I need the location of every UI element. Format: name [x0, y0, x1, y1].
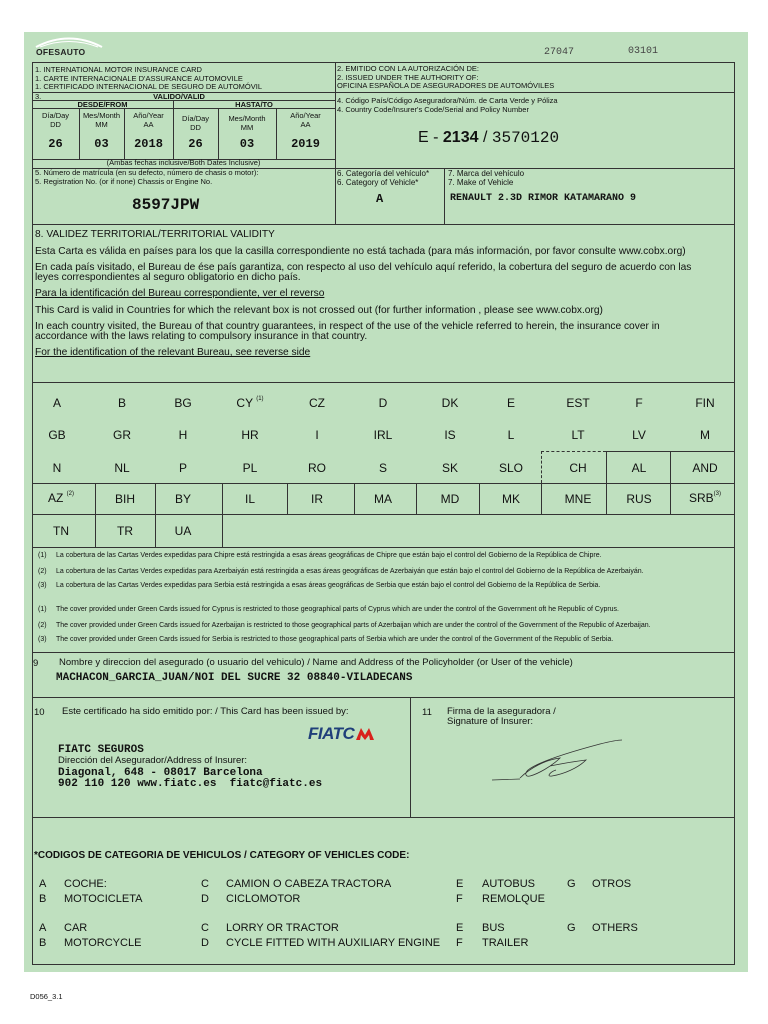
section2-line2: 2. ISSUED UNDER THE AUTHORITY OF: [337, 72, 479, 82]
country-FIN: FIN [695, 396, 715, 410]
country-B: B [117, 396, 126, 410]
section8-p5b: accordance with the laws relating to compulsory insurance in that country. [35, 331, 368, 342]
note-es-3: (3) La cobertura de las Cartas Verdes expedidas para Serbia está restringida a esas áreas geográficas de Serbia que están bajo el control del Gobierno de la República de Serbia. [38, 582, 601, 589]
cat-en-D-label: CYCLE FITTED WITH AUXILIARY ENGINE [226, 937, 441, 949]
section9-number: 9 [33, 658, 39, 669]
country-BG: BG [174, 396, 192, 410]
country-BIH: BIH [114, 492, 135, 506]
green-card [24, 32, 748, 972]
section11-label1: Firma de la aseguradora / [447, 706, 556, 717]
country-I: I [315, 428, 319, 442]
country-P: P [178, 461, 187, 475]
country-MD: MD [440, 492, 460, 506]
doc-number-2: 03101 [628, 46, 659, 57]
to-day-label: Día/Day DD [181, 114, 210, 132]
note-es-1: (1) La cobertura de las Cartas Verdes expedidas para Chipre está restringida a esas áreas geográficas de Chipre que están bajo el control del Gobierno de la República de Chipre. [38, 552, 602, 559]
logo-text: OFESAUTO [36, 47, 86, 57]
note-es-2: (2) La cobertura de las Cartas Verdes expedidas para Azerbaiyán está restringida a esas áreas geográficas de Azerbaiyán que están bajo el control del Gobierno de la República de Azerbaiyán. [38, 568, 644, 575]
section7-line2: 7. Make of Vehicle [448, 178, 514, 187]
cat-es-G-code: G [567, 878, 576, 890]
insurer-name: FIATC SEGUROS [58, 744, 144, 756]
country-prefix: E - [418, 129, 439, 146]
note-en-1: (1) The cover provided under Green Cards issued for Cyprus is restricted to those geographical parts of Cyprus which are under the control of the Government oft he Republic of Cyprus. [38, 606, 620, 613]
country-IL: IL [244, 492, 255, 506]
fiatc-logo [308, 724, 376, 744]
from-label: DESDE/FROM [77, 100, 128, 109]
ofesauto-logo [34, 34, 104, 58]
section11-label [447, 707, 556, 726]
cat-en-D-code: D [201, 937, 209, 949]
cat-en-C-code: C [201, 922, 209, 934]
cat-en-E-code: E [456, 922, 464, 934]
country-S: S [378, 461, 387, 475]
country-MNE: MNE [564, 492, 592, 506]
section8 [35, 229, 731, 358]
to-day: 26 [188, 137, 203, 151]
country-AND: AND [692, 461, 718, 475]
from-year: 2018 [134, 137, 163, 151]
country-MK: MK [502, 492, 520, 506]
cat-es-F-label: REMOLQUE [482, 893, 545, 905]
section1-line1: 1. INTERNATIONAL MOTOR INSURANCE CARD [35, 65, 202, 74]
country-TN: TN [53, 524, 69, 538]
country-GB: GB [48, 428, 66, 442]
section11-number: 11 [422, 707, 432, 718]
from-year-label: Año/Year AA [133, 111, 164, 129]
cat-es-C-code: C [201, 878, 209, 890]
cat-es-A-label: COCHE: [64, 878, 107, 890]
section8-p3: Para la identificación del Bureau correspondiente, ver el reverso [35, 288, 325, 299]
cat-es-G-label: OTROS [592, 878, 632, 890]
categories-title: *CODIGOS DE CATEGORIA DE VEHICULOS / CATEGORY OF VEHICLES CODE: [34, 850, 410, 861]
country-HR: HR [241, 428, 259, 442]
section8-p1: Esta Carta es válida en países para los que la casilla correspondiente no está tachada (para más información, por favor consulte www.cobx.org) [35, 246, 686, 257]
country-PL: PL [242, 461, 258, 475]
policy-number [418, 129, 559, 147]
country-RUS: RUS [626, 492, 652, 506]
cat-en-F-code: F [456, 937, 463, 949]
section8-p5a: In each country visited, the Bureau of that country guarantees, in respect of the use of the vehicle referred to herein, the insurance cover in [35, 321, 660, 332]
section2-line3: OFICINA ESPAÑOLA DE ASEGURADORES DE AUTOMÓVILES [337, 81, 555, 90]
to-month-label: Mes/Month MM [228, 114, 266, 132]
insurer-address: Diagonal, 648 - 08017 Barcelona [58, 767, 263, 779]
cat-en-G-code: G [567, 922, 576, 934]
country-RO: RO [308, 461, 326, 475]
cat-es-E-label: AUTOBUS [482, 878, 535, 890]
fiatc-logo-text: FIATC [308, 724, 355, 743]
cat-es-C-label: CAMION O CABEZA TRACTORA [226, 878, 392, 890]
section7-label [448, 169, 524, 187]
insurer-code: 2134 [442, 129, 479, 146]
section2 [337, 65, 554, 91]
section6-line2: 6. Category of Vehicle* [337, 178, 419, 187]
section4-line2: 4. Country Code/Insurer's Code/Serial and Policy Number [337, 104, 529, 114]
cat-es-A-code: A [39, 878, 47, 890]
form-code: D056_3.1 [30, 992, 63, 1001]
vehicle-make: RENAULT 2.3D RIMOR KATAMARANO 9 [450, 193, 637, 204]
country-AZ: AZ $^{(2)}$ [47, 491, 75, 505]
cat-en-A-code: A [39, 922, 47, 934]
to-year-label: Año/Year AA [290, 111, 321, 129]
insurer-signature-icon [490, 738, 630, 784]
policy-serial: 3570120 [491, 129, 560, 147]
section8-p4: This Card is valid in Countries for which the relevant box is not crossed out (for further information , please see www.cobx.org) [35, 305, 603, 316]
country-LV: LV [632, 428, 646, 442]
cat-es-F-code: F [456, 893, 463, 905]
cat-en-A-label: CAR [64, 922, 88, 934]
country-CZ: CZ [309, 396, 325, 410]
cat-en-G-label: OTHERS [592, 922, 638, 934]
cat-es-B-code: B [39, 893, 47, 905]
cat-en-F-label: TRAILER [482, 937, 529, 949]
country-AL: AL [631, 461, 647, 475]
to-month: 03 [239, 137, 255, 151]
section7-line1: 7. Marca del vehículo [448, 169, 525, 178]
country-L: L [507, 428, 515, 442]
section9-label: Nombre y direccion del asegurado (o usuario del vehiculo) / Name and Address of the Policyholder (or User of the vehicle) [59, 657, 573, 668]
country-A: A [52, 396, 61, 410]
registration-number: 8597JPW [132, 196, 200, 214]
section10-label: Este certificado ha sido emitido por: / This Card has been issued by: [62, 706, 349, 717]
section3-title: VALIDO/VALID [153, 92, 205, 101]
country-EST: EST [566, 396, 590, 410]
cat-es-D-label: CICLOMOTOR [226, 893, 301, 905]
to-year: 2019 [291, 137, 320, 151]
cat-en-B-label: MOTORCYCLE [64, 937, 142, 949]
country-IS: IS [444, 428, 456, 442]
country-BY: BY [174, 492, 191, 506]
country-E: E [506, 396, 515, 410]
section4-label [337, 97, 558, 114]
country-D: D [378, 396, 388, 410]
country-IR: IR [311, 492, 323, 506]
country-MA: MA [374, 492, 392, 506]
country-SLO: SLO [498, 461, 523, 475]
cat-en-E-label: BUS [482, 922, 505, 934]
country-TR: TR [117, 524, 133, 538]
insurer-contact: 902 110 120 www.fiatc.es fiatc@fiatc.es [58, 778, 323, 790]
from-month: 03 [94, 137, 109, 151]
section1 [35, 66, 262, 92]
country-LT: LT [571, 428, 585, 442]
doc-number: 27047 [544, 47, 575, 58]
section1-line2: 1. CARTE INTERNACIONALE D'ASSURANCE AUTOMOVILE [35, 73, 243, 83]
country-GR: GR [113, 428, 131, 442]
country-SK: SK [441, 461, 458, 475]
country-UA: UA [174, 524, 192, 538]
country-CY: CY $^{(1)}$ [236, 396, 264, 410]
cat-en-B-code: B [39, 937, 47, 949]
country-SRB: SRB$^{(3)}$ [688, 491, 722, 505]
from-month-label: Mes/Month MM [82, 111, 121, 129]
from-day: 26 [48, 137, 63, 151]
cat-es-B-label: MOTOCICLETA [64, 893, 143, 905]
section3-number: 3. [35, 92, 42, 101]
vehicle-category: A [376, 192, 384, 206]
from-day-label: Día/Day DD [41, 111, 70, 129]
ofesauto-logo-icon [34, 34, 104, 48]
policyholder: MACHACON_GARCIA_JUAN/NOI DEL SUCRE 32 08840-VILADECANS [56, 672, 413, 684]
section8-p2b: leyes correspondientes al seguro obligatorio en dicho país. [35, 272, 301, 283]
section5-label [35, 169, 258, 186]
dates-note: (Ambas fechas inclusive/Both Dates Inclusive) [106, 158, 261, 167]
section4-line1: 4. Código País/Código Aseguradora/Núm. de Carta Verde y Póliza [337, 96, 558, 105]
cat-es-E-code: E [456, 878, 464, 890]
section5-line2: 5. Registration No. (or if none) Chassis or Engine No. [35, 176, 213, 186]
section8-title: 8. VALIDEZ TERRITORIAL/TERRITORIAL VALIDITY [35, 229, 275, 240]
section6-line1: 6. Categoría del vehículo* [337, 169, 430, 178]
cat-es-D-code: D [201, 893, 209, 905]
country-CH: CH [569, 461, 587, 475]
policy-separator: / [482, 129, 488, 146]
cat-en-C-label: LORRY OR TRACTOR [226, 922, 339, 934]
section6-label [337, 169, 429, 187]
country-DK: DK [441, 396, 459, 410]
country-M: M [700, 428, 710, 442]
note-en-3: (3) The cover provided under Green Cards issued for Serbia is restricted to those geographical parts of Serbia which are under the control of the Government of the Republic of Serbia. [38, 636, 614, 643]
country-F: F [635, 396, 643, 410]
section11-label2: Signature of Insurer: [447, 715, 534, 727]
country-NL: NL [114, 461, 130, 475]
to-label: HASTA/TO [235, 100, 273, 109]
section10-number: 10 [34, 707, 45, 718]
fiatc-mark-icon [354, 726, 376, 740]
country-IRL: IRL [373, 428, 393, 442]
section1-line3: 1. CERTIFICADO INTERNACIONAL DE SEGURO DE AUTOMÓVIL [35, 82, 262, 91]
section5-line1: 5. Número de matrícula (en su defecto, número de chasis o motor): [35, 168, 259, 177]
section8-p6: For the identification of the relevant Bureau, see reverse side [35, 347, 311, 358]
section8-p2a: En cada país visitado, el Bureau de ése país garantiza, con respecto al uso del vehículo aquí referido, la cobertura del seguro de acuerdo con las [35, 262, 692, 273]
note-en-2: (2) The cover provided under Green Cards issued for Azerbaijan is restricted to those geographical parts of Azerbaijan which are under the control of the Government of the Republic of Azerbaijan. [38, 622, 651, 629]
insurer-address-label: Dirección del Asegurador/Address of Insurer: [58, 755, 248, 766]
country-N: N [52, 461, 62, 475]
section2-line1: 2. EMITIDO CON LA AUTORIZACIÓN DE: [337, 64, 479, 73]
country-H: H [178, 428, 188, 442]
